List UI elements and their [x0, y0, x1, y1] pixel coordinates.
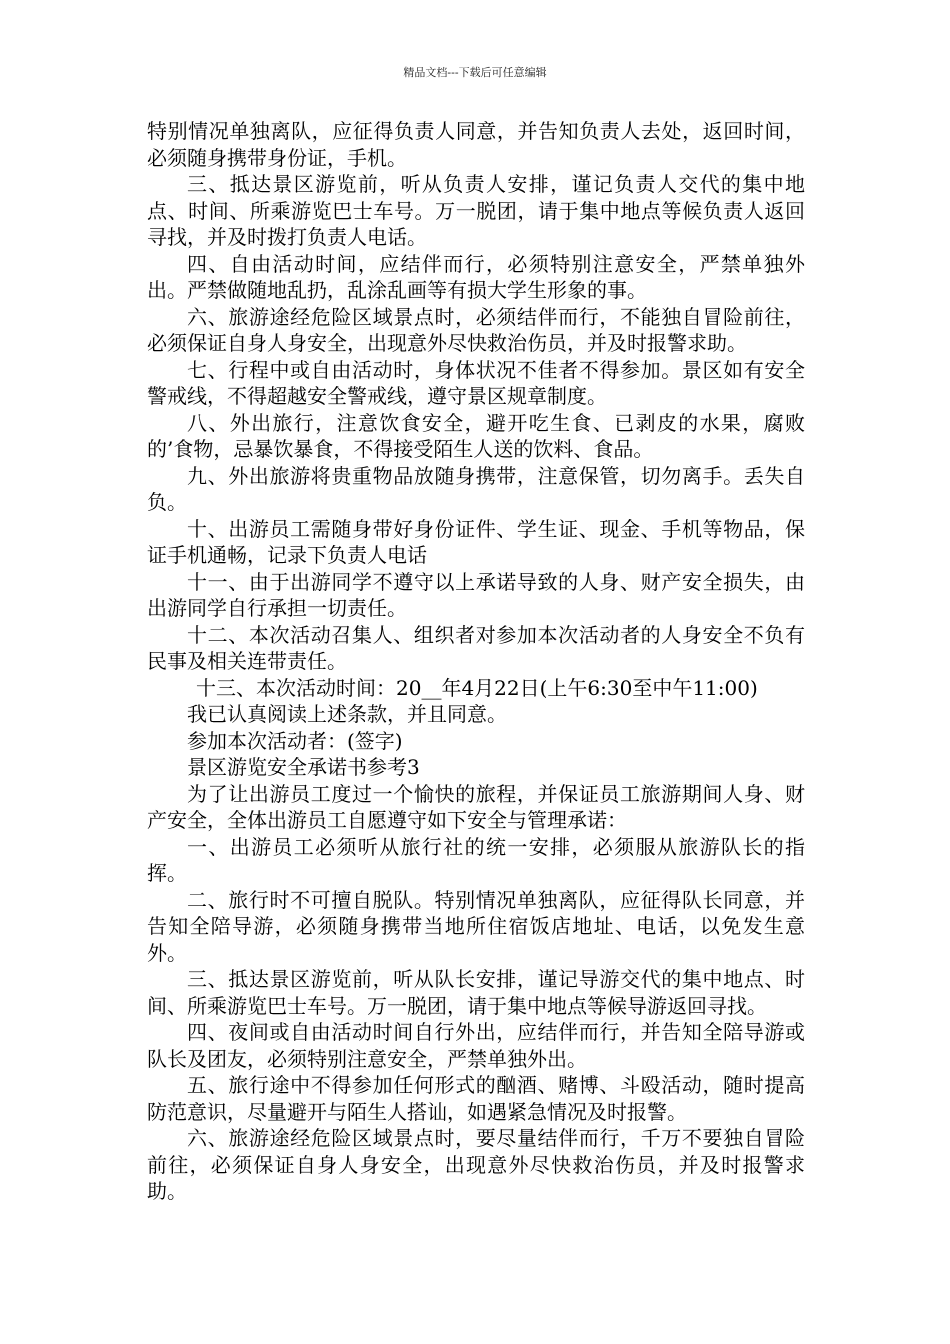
- paragraph-clause-8: 八、外出旅行，注意饮食安全，避开吃生食、已剥皮的水果，腐败的’食物，忌暴饮暴食，不得接受陌生人送的饮料、食品。: [147, 410, 805, 461]
- paragraph-clause-6: 六、旅游途经危险区域景点时，必须结伴而行，不能独自冒险前往，必须保证自身人身安全，出现意外尽快救治伤员，并及时报警求助。: [147, 304, 805, 355]
- paragraph-rule-1: 一、出游员工必须听从旅行社的统一安排，必须服从旅游队长的指挥。: [147, 834, 805, 885]
- paragraph-continuation: 特别情况单独离队，应征得负责人同意，并告知负责人去处，返回时间，必须随身携带身份证，手机。: [147, 119, 805, 170]
- paragraph-clause-4: 四、自由活动时间，应结伴而行，必须特别注意安全，严禁单独外出。严禁做随地乱扔，乱涂乱画等有损大学生形象的事。: [147, 251, 805, 302]
- section-title: 景区游览安全承诺书参考3: [187, 755, 420, 779]
- paragraph-clause-11: 十一、由于出游同学不遵守以上承诺导致的人身、财产安全损失，由出游同学自行承担一切责任。: [147, 569, 805, 620]
- paragraph-rule-4: 四、夜间或自由活动时间自行外出，应结伴而行，并告知全陪导游或队长及团友，必须特别注意安全，严禁单独外出。: [147, 1020, 805, 1071]
- paragraph-rule-6: 六、旅游途经危险区域景点时，要尽量结伴而行，千万不要独自冒险前往，必须保证自身人身安全，出现意外尽快救治伤员，并及时报警求助。: [147, 1126, 805, 1203]
- paragraph-clause-12: 十二、本次活动召集人、组织者对参加本次活动者的人身安全不负有民事及相关连带责任。: [147, 622, 805, 673]
- paragraph-clause-9: 九、外出旅游将贵重物品放随身携带，注意保管，切勿离手。丢失自负。: [147, 463, 805, 514]
- paragraph-signature: 参加本次活动者：(签字): [187, 728, 403, 753]
- paragraph-clause-3: 三、抵达景区游览前，听从负责人安排，谨记负责人交代的集中地点、时间、所乘游览巴士车号。万一脱团，请于集中地点等候负责人返回寻找，并及时拨打负责人电话。: [147, 172, 805, 249]
- page-header: 精品文档---下载后可任意编辑: [403, 66, 547, 79]
- paragraph-rule-2: 二、旅行时不可擅自脱队。特别情况单独离队，应征得队长同意，并告知全陪导游，必须随身携带当地所住宿饭店地址、电话，以免发生意外。: [147, 887, 805, 965]
- paragraph-clause-7: 七、行程中或自由活动时，身体状况不佳者不得参加。景区如有安全警戒线，不得超越安全警戒线，遵守景区规章制度。: [147, 357, 805, 408]
- document-body: [147, 118, 805, 1205]
- paragraph-agreement: 我已认真阅读上述条款，并且同意。: [187, 702, 507, 726]
- paragraph-clause-10: 十、出游员工需随身带好身份证件、学生证、现金、手机等物品，保证手机通畅，记录下负责人电话: [147, 516, 805, 567]
- paragraph-clause-13: 十三、本次活动时间：20__年4月22日(上午6:30至中午11:00): [196, 675, 758, 700]
- paragraph-rule-5: 五、旅行途中不得参加任何形式的酗酒、赌博、斗殴活动，随时提高防范意识，尽量避开与陌生人搭讪，如遇紧急情况及时报警。: [147, 1073, 805, 1124]
- paragraph-rule-3: 三、抵达景区游览前，听从队长安排，谨记导游交代的集中地点、时间、所乘游览巴士车号。万一脱团，请于集中地点等候导游返回寻找。: [147, 967, 805, 1018]
- paragraph-intro: 为了让出游员工度过一个愉快的旅程，并保证员工旅游期间人身、财产安全，全体出游员工自愿遵守如下安全与管理承诺：: [147, 781, 805, 832]
